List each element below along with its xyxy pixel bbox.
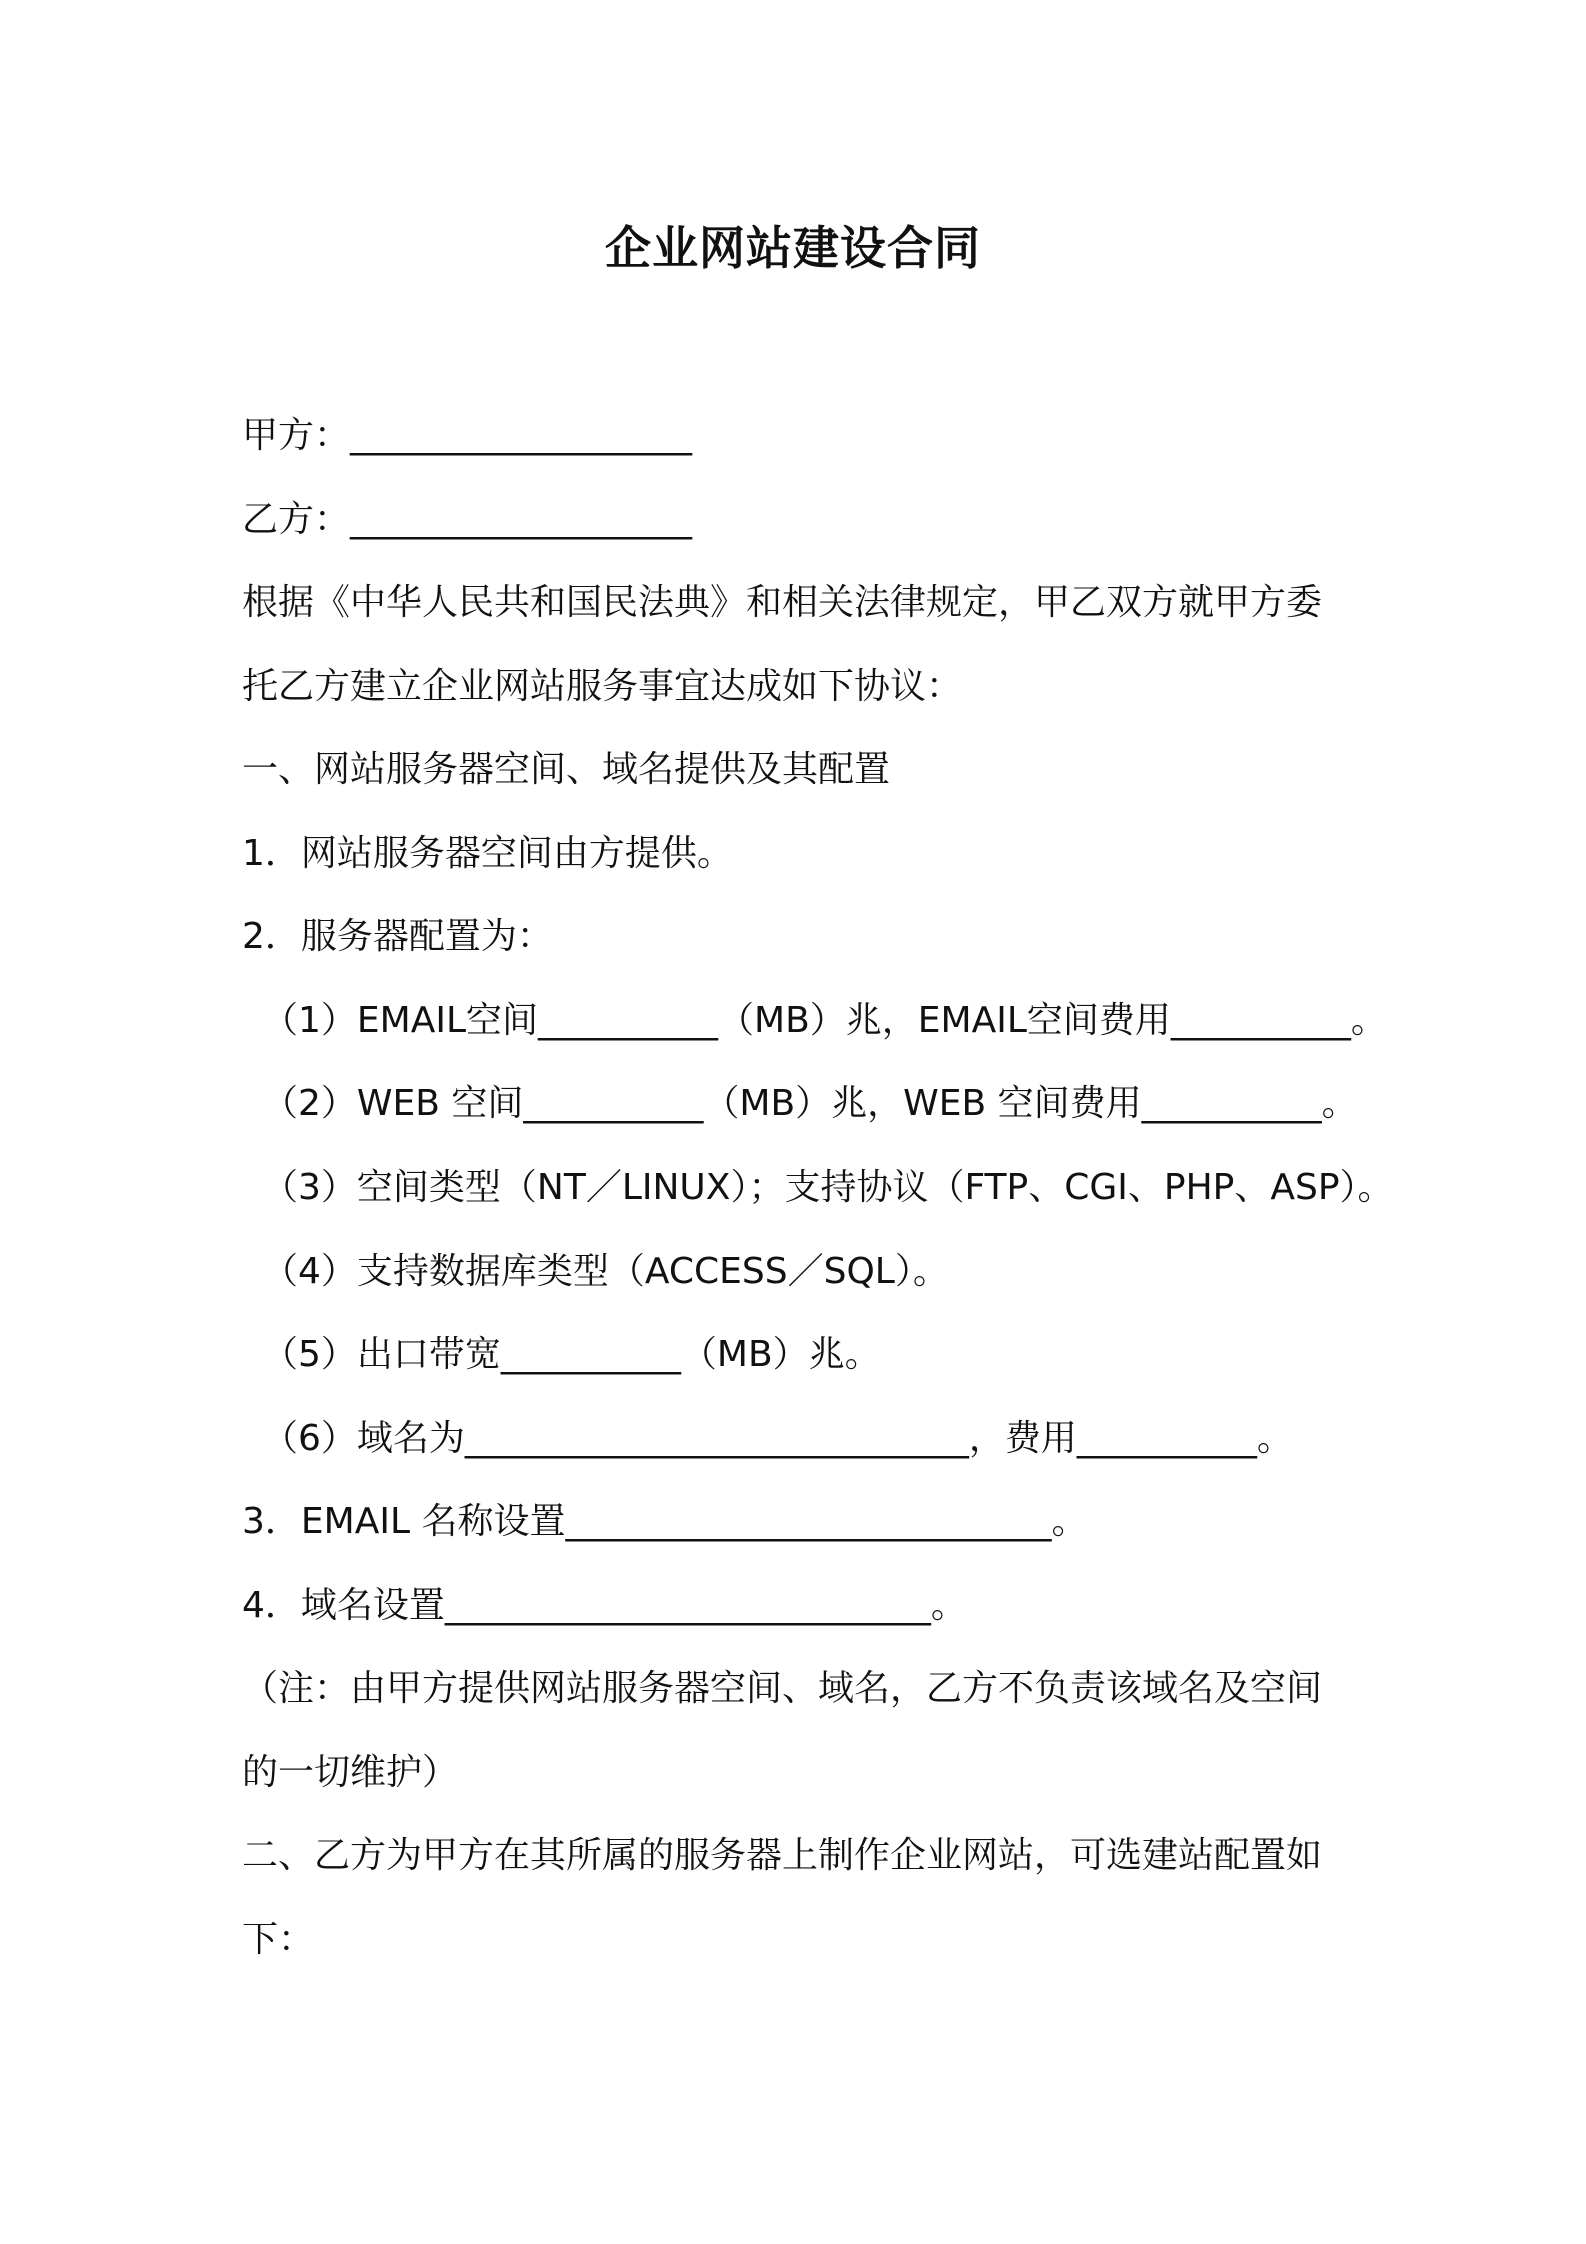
config-item-4: （4）支持数据库类型（ACCESS／SQL）。 xyxy=(262,1251,949,1292)
note-line-1: （注：由甲方提供网站服务器空间、域名，乙方不负责该域名及空间 xyxy=(242,1668,1323,1709)
preamble-line-2: 托乙方建立企业网站服务事宜达成如下协议： xyxy=(242,666,963,707)
config-item-6: （6）域名为____________________________，费用__________。 xyxy=(262,1418,1293,1459)
clause-1-3: 3．EMAIL 名称设置___________________________。 xyxy=(242,1501,1088,1542)
section-2-heading-line-1: 二、乙方为甲方在其所属的服务器上制作企业网站，可选建站配置如 xyxy=(242,1835,1323,1876)
preamble-line-1: 根据《中华人民共和国民法典》和相关法律规定，甲乙双方就甲方委 xyxy=(242,582,1323,623)
section-1-heading: 一、网站服务器空间、域名提供及其配置 xyxy=(242,749,891,790)
clause-1-2: 2．服务器配置为： xyxy=(242,916,553,957)
section-2-heading-line-2: 下： xyxy=(242,1919,315,1960)
clause-1-1: 1．网站服务器空间由方提供。 xyxy=(242,833,733,874)
clause-1-4: 4．域名设置___________________________。 xyxy=(242,1585,967,1626)
config-item-2: （2）WEB 空间__________（MB）兆，WEB 空间费用__________。 xyxy=(262,1083,1358,1124)
document-title: 企业网站建设合同 xyxy=(605,221,981,275)
note-line-2: 的一切维护） xyxy=(242,1752,459,1793)
config-item-5: （5）出口带宽__________（MB）兆。 xyxy=(262,1334,881,1375)
party-b-line: 乙方：___________________ xyxy=(242,499,693,540)
party-a-line: 甲方：___________________ xyxy=(242,415,693,456)
config-item-3: （3）空间类型（NT／LINUX）；支持协议（FTP、CGI、PHP、ASP）。 xyxy=(262,1167,1394,1208)
config-item-1: （1）EMAIL空间__________（MB）兆，EMAIL空间费用__________。 xyxy=(262,1000,1387,1041)
